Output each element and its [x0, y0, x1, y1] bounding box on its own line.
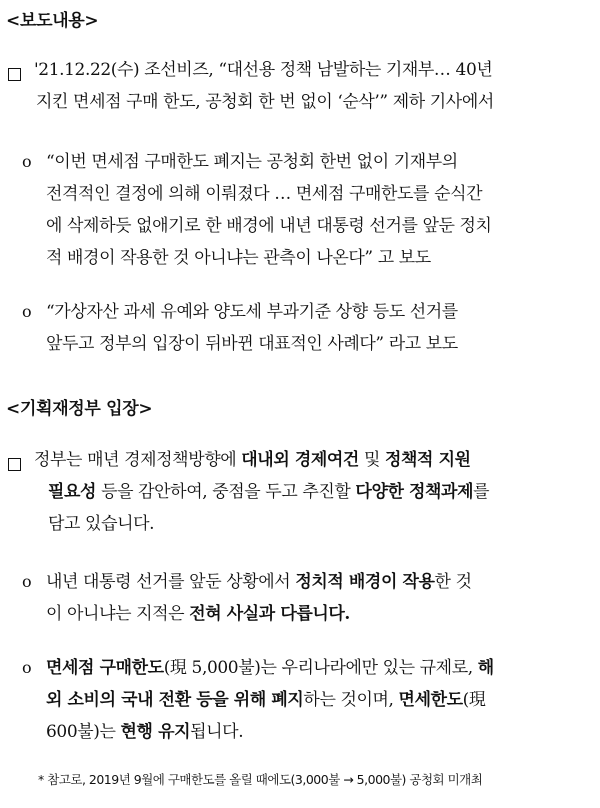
text-span: 등을 감안하여, 중점을 두고 추진할: [96, 482, 356, 502]
report-sub2-line-1: “가상자산 과세 유예와 양도세 부과기준 상향 등도 선거를: [46, 302, 458, 322]
bold-span: 해: [477, 658, 494, 678]
text-span: 이 아니냐는 지적은: [46, 604, 190, 624]
bold-span: 현행 유지: [120, 722, 191, 742]
bold-span: 다양한 정책과제: [355, 482, 474, 502]
text-span: 를: [473, 482, 490, 502]
report-sub1-line-2: 전격적인 결정에 의해 이뤄졌다 … 면세점 구매한도를 순식간: [46, 184, 483, 204]
report-sub1-line-1: “이번 면세점 구매한도 폐지는 공청회 한번 없이 기재부의: [46, 152, 458, 172]
position-sub2-line-1: [46, 652, 494, 684]
section-heading-report: <보도내용>: [6, 11, 99, 31]
position-main-line-1: [34, 444, 489, 476]
checkbox-bullet-icon: [8, 68, 21, 81]
position-sub1-line-1: [46, 566, 472, 598]
text-span: 하는 것이며,: [303, 690, 399, 710]
position-main-line-3: 담고 있습니다.: [48, 514, 155, 534]
bold-span: 정책적 지원: [385, 450, 471, 470]
report-main-line-2: 지킨 면세점 구매 한도, 공청회 한 번 없이 ‘순삭’” 제하 기사에서: [36, 92, 494, 112]
position-main-item: [34, 444, 489, 540]
report-sub1-line-4: 적 배경이 작용한 것 아니냐는 관측이 나온다” 고 보도: [46, 248, 431, 268]
position-main-line-2: [48, 476, 489, 508]
circle-bullet-icon: o: [22, 572, 32, 591]
text-span: 됩니다.: [190, 722, 244, 742]
position-sub1-line-2: [46, 598, 472, 630]
report-main-line-1: '21.12.22(수) 조선비즈, “대선용 정책 남발하는 기재부… 40년: [34, 60, 493, 80]
bold-span: 면세한도: [398, 690, 463, 710]
circle-bullet-icon: o: [22, 658, 32, 677]
text-span: (現: [462, 690, 486, 710]
checkbox-bullet-icon: [8, 458, 21, 471]
text-span: (現 5,000불)는 우리나라에만 있는 규제로,: [163, 658, 478, 678]
bold-span: 전혀 사실과 다릅니다.: [189, 604, 350, 624]
text-span: 600불)는: [46, 722, 121, 742]
footnote: * 참고로, 2019년 9월에 구매한도를 올릴 때에도(3,000불 → 5,000불) 공청회 미개최: [38, 772, 483, 787]
bold-span: 필요성: [48, 482, 97, 502]
bold-span: 대내외 경제여건: [241, 450, 359, 470]
bold-span: 외 소비의 국내 전환 등을 위해 폐지: [46, 690, 304, 710]
section-heading-ministry-position: <기획재정부 입장>: [6, 399, 153, 419]
circle-bullet-icon: o: [22, 152, 32, 171]
circle-bullet-icon: o: [22, 302, 32, 321]
report-sub-item-2: [46, 296, 458, 360]
bold-span: 정치적 배경이 작용: [295, 572, 435, 592]
report-sub2-line-2: 앞두고 정부의 입장이 뒤바뀐 대표적인 사례다” 라고 보도: [46, 334, 458, 354]
report-sub1-line-3: 에 삭제하듯 없애기로 한 배경에 내년 대통령 선거를 앞둔 정치: [46, 216, 492, 236]
bold-span: 면세점 구매한도: [46, 658, 164, 678]
text-span: 한 것: [434, 572, 472, 592]
report-main-item: [34, 54, 494, 118]
report-sub-item-1: [46, 146, 492, 274]
position-sub2-line-2: [46, 684, 494, 716]
text-span: 정부는 매년 경제정책방향에: [34, 450, 242, 470]
position-sub2-line-3: [46, 716, 494, 748]
text-span: 내년 대통령 선거를 앞둔 상황에서: [46, 572, 296, 592]
position-sub-item-1: [46, 566, 472, 630]
position-sub-item-2: [46, 652, 494, 748]
text-span: 및: [358, 450, 385, 470]
